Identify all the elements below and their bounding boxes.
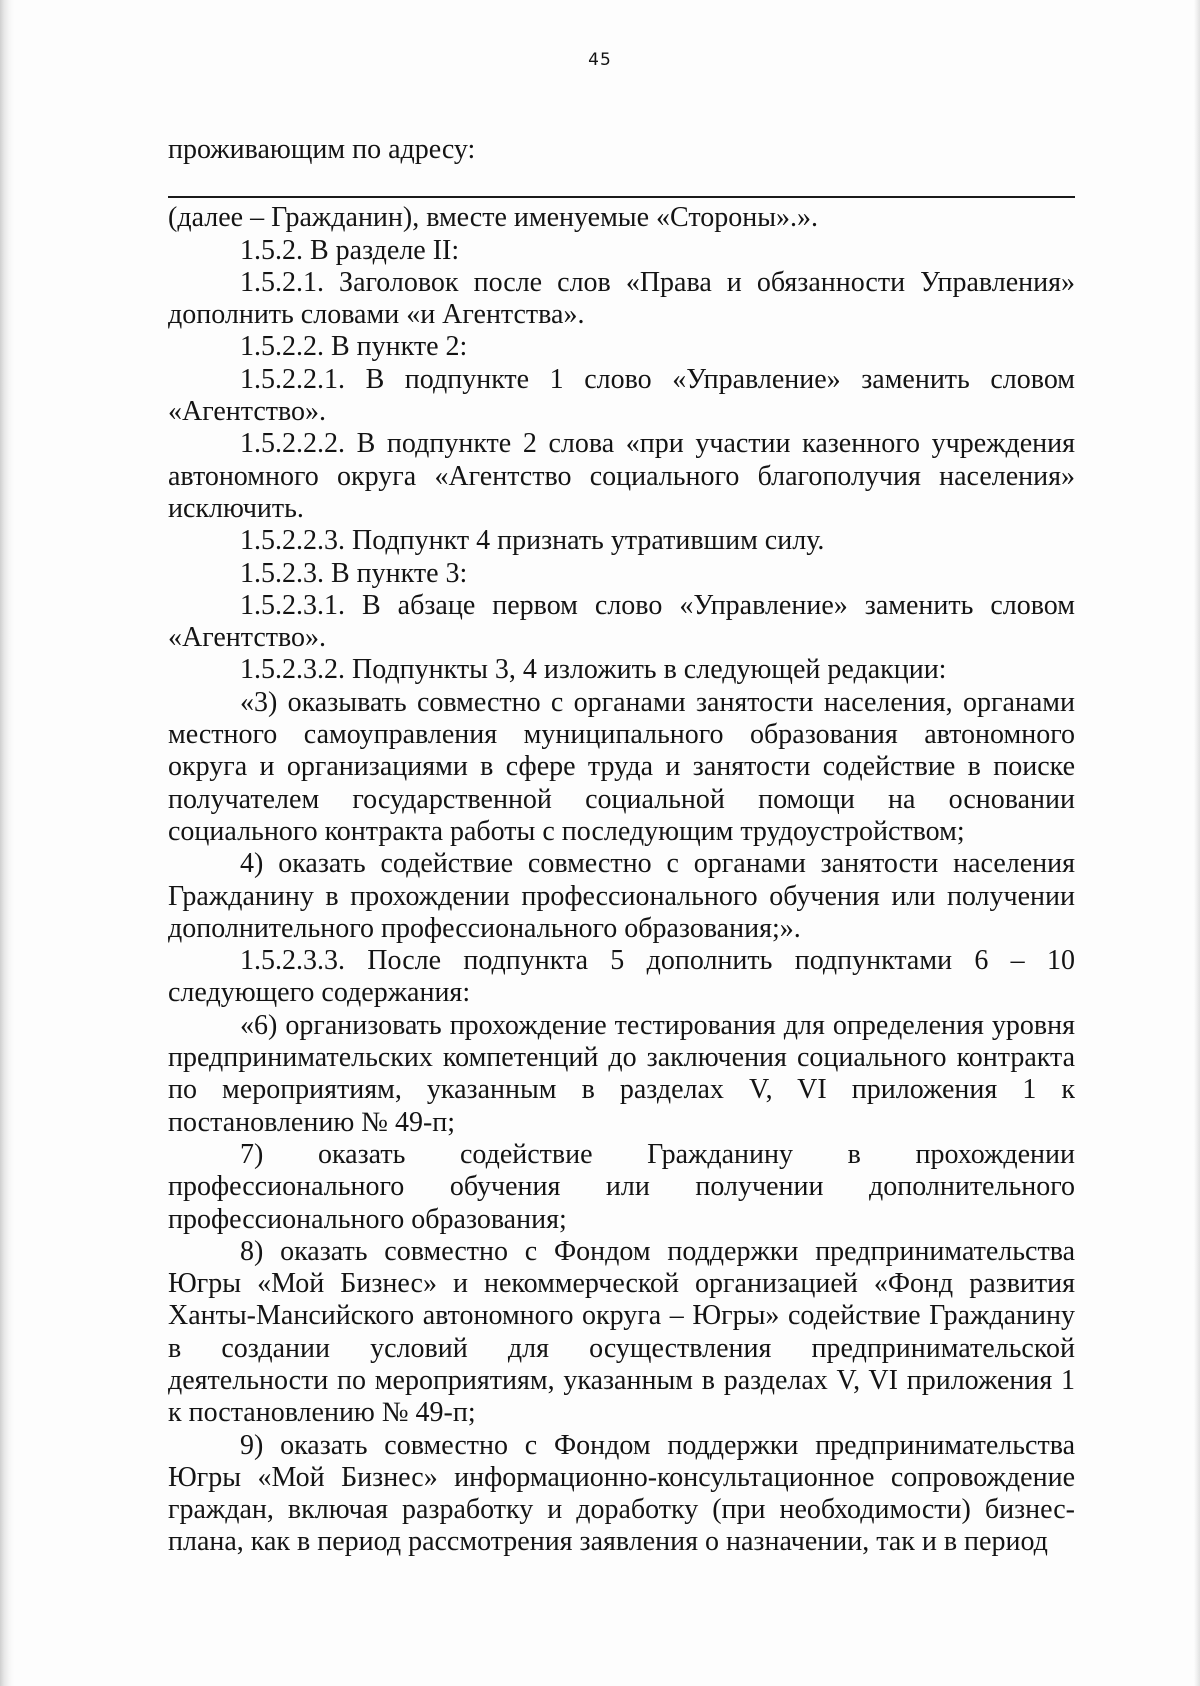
paragraph: 1.5.2.2.3. Подпункт 4 признать утратившим силу. [240, 525, 825, 557]
paragraph: 1.5.2. В разделе II: [240, 234, 460, 266]
paragraph: 9) оказать совместно с Фондом поддержки предпринимательства Югры «Мой Бизнес» информационно-консультационное сопровождение граждан, включая разработку и доработку (при необходимости) бизнес-плана, как в период рассмотрения заявления о назначении, так и в период [168, 1429, 1075, 1558]
paragraph: 1.5.2.2.1. В подпункте 1 слово «Управление» заменить словом «Агентство». [168, 363, 1075, 428]
paragraph: (далее – Гражданин), вместе именуемые «Стороны».». [168, 202, 819, 234]
paragraph: 1.5.2.1. Заголовок после слов «Права и обязанности Управления» дополнить словами «и Агентства». [168, 266, 1075, 331]
address-blank-line [168, 196, 1075, 198]
document-body [168, 134, 1075, 1559]
paragraph: 1.5.2.3.3. После подпункта 5 дополнить подпунктами 6 – 10 следующего содержания: [168, 945, 1075, 1009]
paragraph: 8) оказать совместно с Фондом поддержки предпринимательства Югры «Мой Бизнес» и некоммерческой организацией «Фонд развития Ханты-Мансийского автономного округа – Югры» содействие Гражданину в создании условий для осуществления предпринимательской деятельности по мероприятиям, указанным в разделах V, VI приложения 1 к постановлению № 49-п; [168, 1235, 1075, 1429]
paragraph: «3) оказывать совместно с органами занятости населения, органами местного самоуправления муниципального образования автономного округа и организациями в сфере труда и занятости содействие в поиске получателем государственной социальной помощи на основании социального контракта работы с последующим трудоустройством; [168, 686, 1075, 847]
scan-edge-left [0, 0, 14, 1686]
page-number: 45 [588, 50, 612, 70]
paragraph: 1.5.2.3.2. Подпункты 3, 4 изложить в следующей редакции: [240, 654, 947, 686]
paragraph: 4) оказать содействие совместно с органами занятости населения Гражданину в прохождении профессионального обучения или получении дополнительного профессионального образования;». [168, 848, 1075, 944]
paragraph: «6) организовать прохождение тестирования для определения уровня предпринимательских компетенций до заключения социального контракта по мероприятиям, указанным в разделах V, VI приложения 1 к постановлению № 49-п; [168, 1009, 1075, 1138]
paragraph: проживающим по адресу: [168, 134, 476, 165]
paragraph: 1.5.2.2.2. В подпункте 2 слова «при участии казенного учреждения автономного округа «Агентство социального благополучия населения» исключить. [168, 428, 1075, 524]
paragraph: 1.5.2.3. В пункте 3: [240, 557, 468, 589]
paragraph: 7) оказать содействие Гражданину в прохождении профессионального обучения или получении дополнительного профессионального образования; [168, 1138, 1075, 1235]
scan-edge-right [1194, 0, 1200, 1686]
paragraph: 1.5.2.2. В пункте 2: [240, 331, 468, 363]
paragraph: 1.5.2.3.1. В абзаце первом слово «Управление» заменить словом «Агентство». [168, 589, 1075, 654]
